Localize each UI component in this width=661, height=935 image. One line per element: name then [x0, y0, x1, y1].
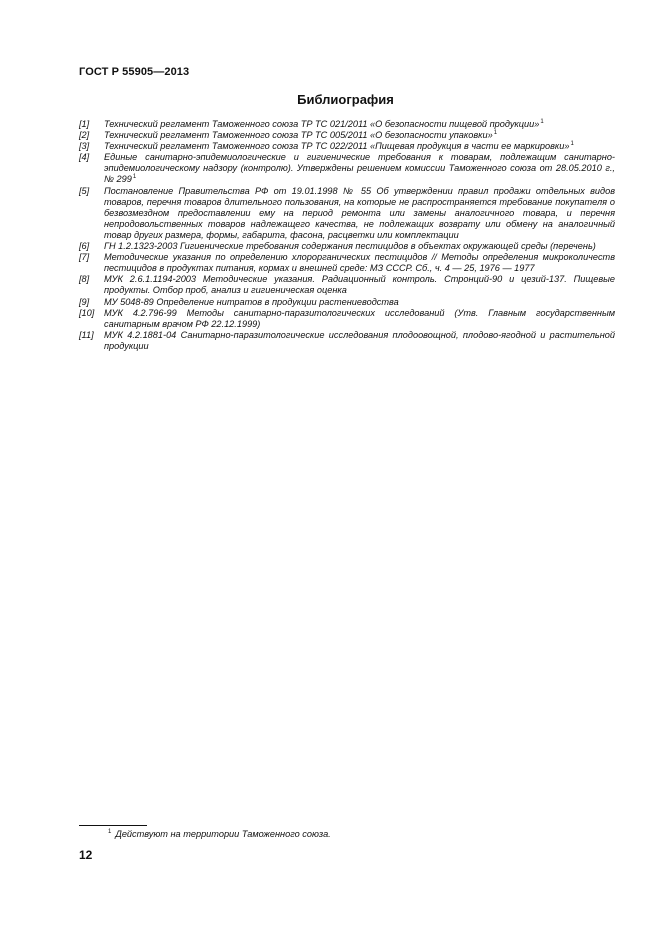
entry-text: Методические указания по определению хлорорганических пестицидов // Методы определения микроколичеств пестицидов в продуктах питания, кормах и внешней среде: МЗ СССР. Сб., ч. 4 — 25, 1976 — 1977 — [104, 252, 615, 274]
entry-number: [8] — [79, 274, 90, 285]
entry-number: [4] — [79, 152, 90, 163]
bibliography-entry-10 — [79, 308, 615, 330]
footnote-divider — [79, 825, 147, 826]
entry-number: [10] — [79, 307, 95, 318]
entry-text — [104, 130, 615, 141]
footnote — [108, 829, 331, 839]
entry-number: [6] — [79, 241, 90, 252]
footnote-reference[interactable]: 1 — [570, 141, 574, 148]
bibliography-entry-7 — [79, 252, 615, 274]
entry-text: МУ 5048-89 Определение нитратов в продукции растениеводства — [104, 296, 399, 307]
entry-text: МУК 2.6.1.1194-2003 Методические указания. Радиационный контроль. Стронций-90 и цезий-137. Пищевые продукты. Отбор проб, анализ и гигиеническая оценка — [104, 274, 615, 296]
page-number: 12 — [79, 848, 93, 862]
entry-text-content: Технический регламент Таможенного союза ТР ТС 022/2011 «Пищевая продукция в части ее маркировки» — [104, 141, 570, 152]
bibliography-list — [79, 119, 615, 352]
entry-number: [1] — [79, 119, 90, 129]
bibliography-entry-1 — [79, 119, 615, 130]
title-text: Библиография — [297, 92, 394, 107]
footnote-text: Действуют на территории Таможенного союза. — [115, 829, 331, 840]
entry-text: Постановление Правительства РФ от 19.01.1998 № 55 Об утверждении правил продажи отдельных видов товаров, перечня товаров длительного пользования, на которые не распространяется требование покупателя о безвозмездном предоставлении ему на период ремонта или замены аналогичного товара, и перечня непродовольственных товаров надлежащего качества, не подлежащих возврату или обмену на аналогичный товар других размера, формы, габарита, фасона, расцветки или комплектации — [104, 185, 615, 240]
bibliography-entry-6 — [79, 241, 615, 252]
entry-text-content: Технический регламент Таможенного союза ТР ТС 005/2011 «О безопасности упаковки» — [104, 130, 493, 141]
footnote-reference[interactable]: 1 — [540, 118, 544, 125]
entry-number: [9] — [79, 296, 90, 307]
bibliography-entry-5 — [79, 186, 615, 241]
entry-text — [104, 119, 615, 130]
entry-number: [2] — [79, 130, 90, 141]
footnote-reference[interactable]: 1 — [493, 130, 498, 137]
entry-number: [3] — [79, 141, 90, 152]
entry-text: МУК 4.2.1881-04 Санитарно-паразитологические исследования плодоовощной, плодово-ягодной и растительной продукции — [104, 329, 615, 351]
bibliography-entry-2 — [79, 130, 615, 141]
footnote-mark: 1 — [108, 829, 112, 835]
entry-text: МУК 4.2.796-99 Методы санитарно-паразитологических исследований (Утв. Главным государственным санитарным врачом РФ 22.12.1999) — [104, 307, 615, 329]
entry-text: ГН 1.2.1323-2003 Гигиенические требования содержания пестицидов в объектах окружающей среды (перечень) — [104, 241, 596, 252]
bibliography-entry-3 — [79, 141, 615, 152]
page-title — [0, 92, 661, 107]
bibliography-entry-9 — [79, 297, 615, 308]
entry-number: [7] — [79, 252, 90, 263]
entry-text — [104, 152, 615, 185]
bibliography-entry-11 — [79, 330, 615, 352]
footnote-reference[interactable]: 1 — [132, 174, 137, 181]
entry-number: [5] — [79, 185, 90, 196]
document-header: ГОСТ Р 55905—2013 — [79, 66, 190, 78]
entry-text — [104, 141, 615, 152]
entry-text-content: Единые санитарно-эпидемиологические и гигиенические требования к товарам, подлежащим санитарно-эпидемиологическому надзору (контролю). Утверждены решением комиссии Таможенного союза от 28.05.2010 г., № 299 — [104, 152, 615, 185]
entry-text-content: Технический регламент Таможенного союза ТР ТС 021/2011 «О безопасности пищевой продукции» — [104, 119, 540, 129]
entry-number: [11] — [79, 329, 94, 340]
bibliography-entry-4 — [79, 152, 615, 185]
bibliography-entry-8 — [79, 274, 615, 296]
